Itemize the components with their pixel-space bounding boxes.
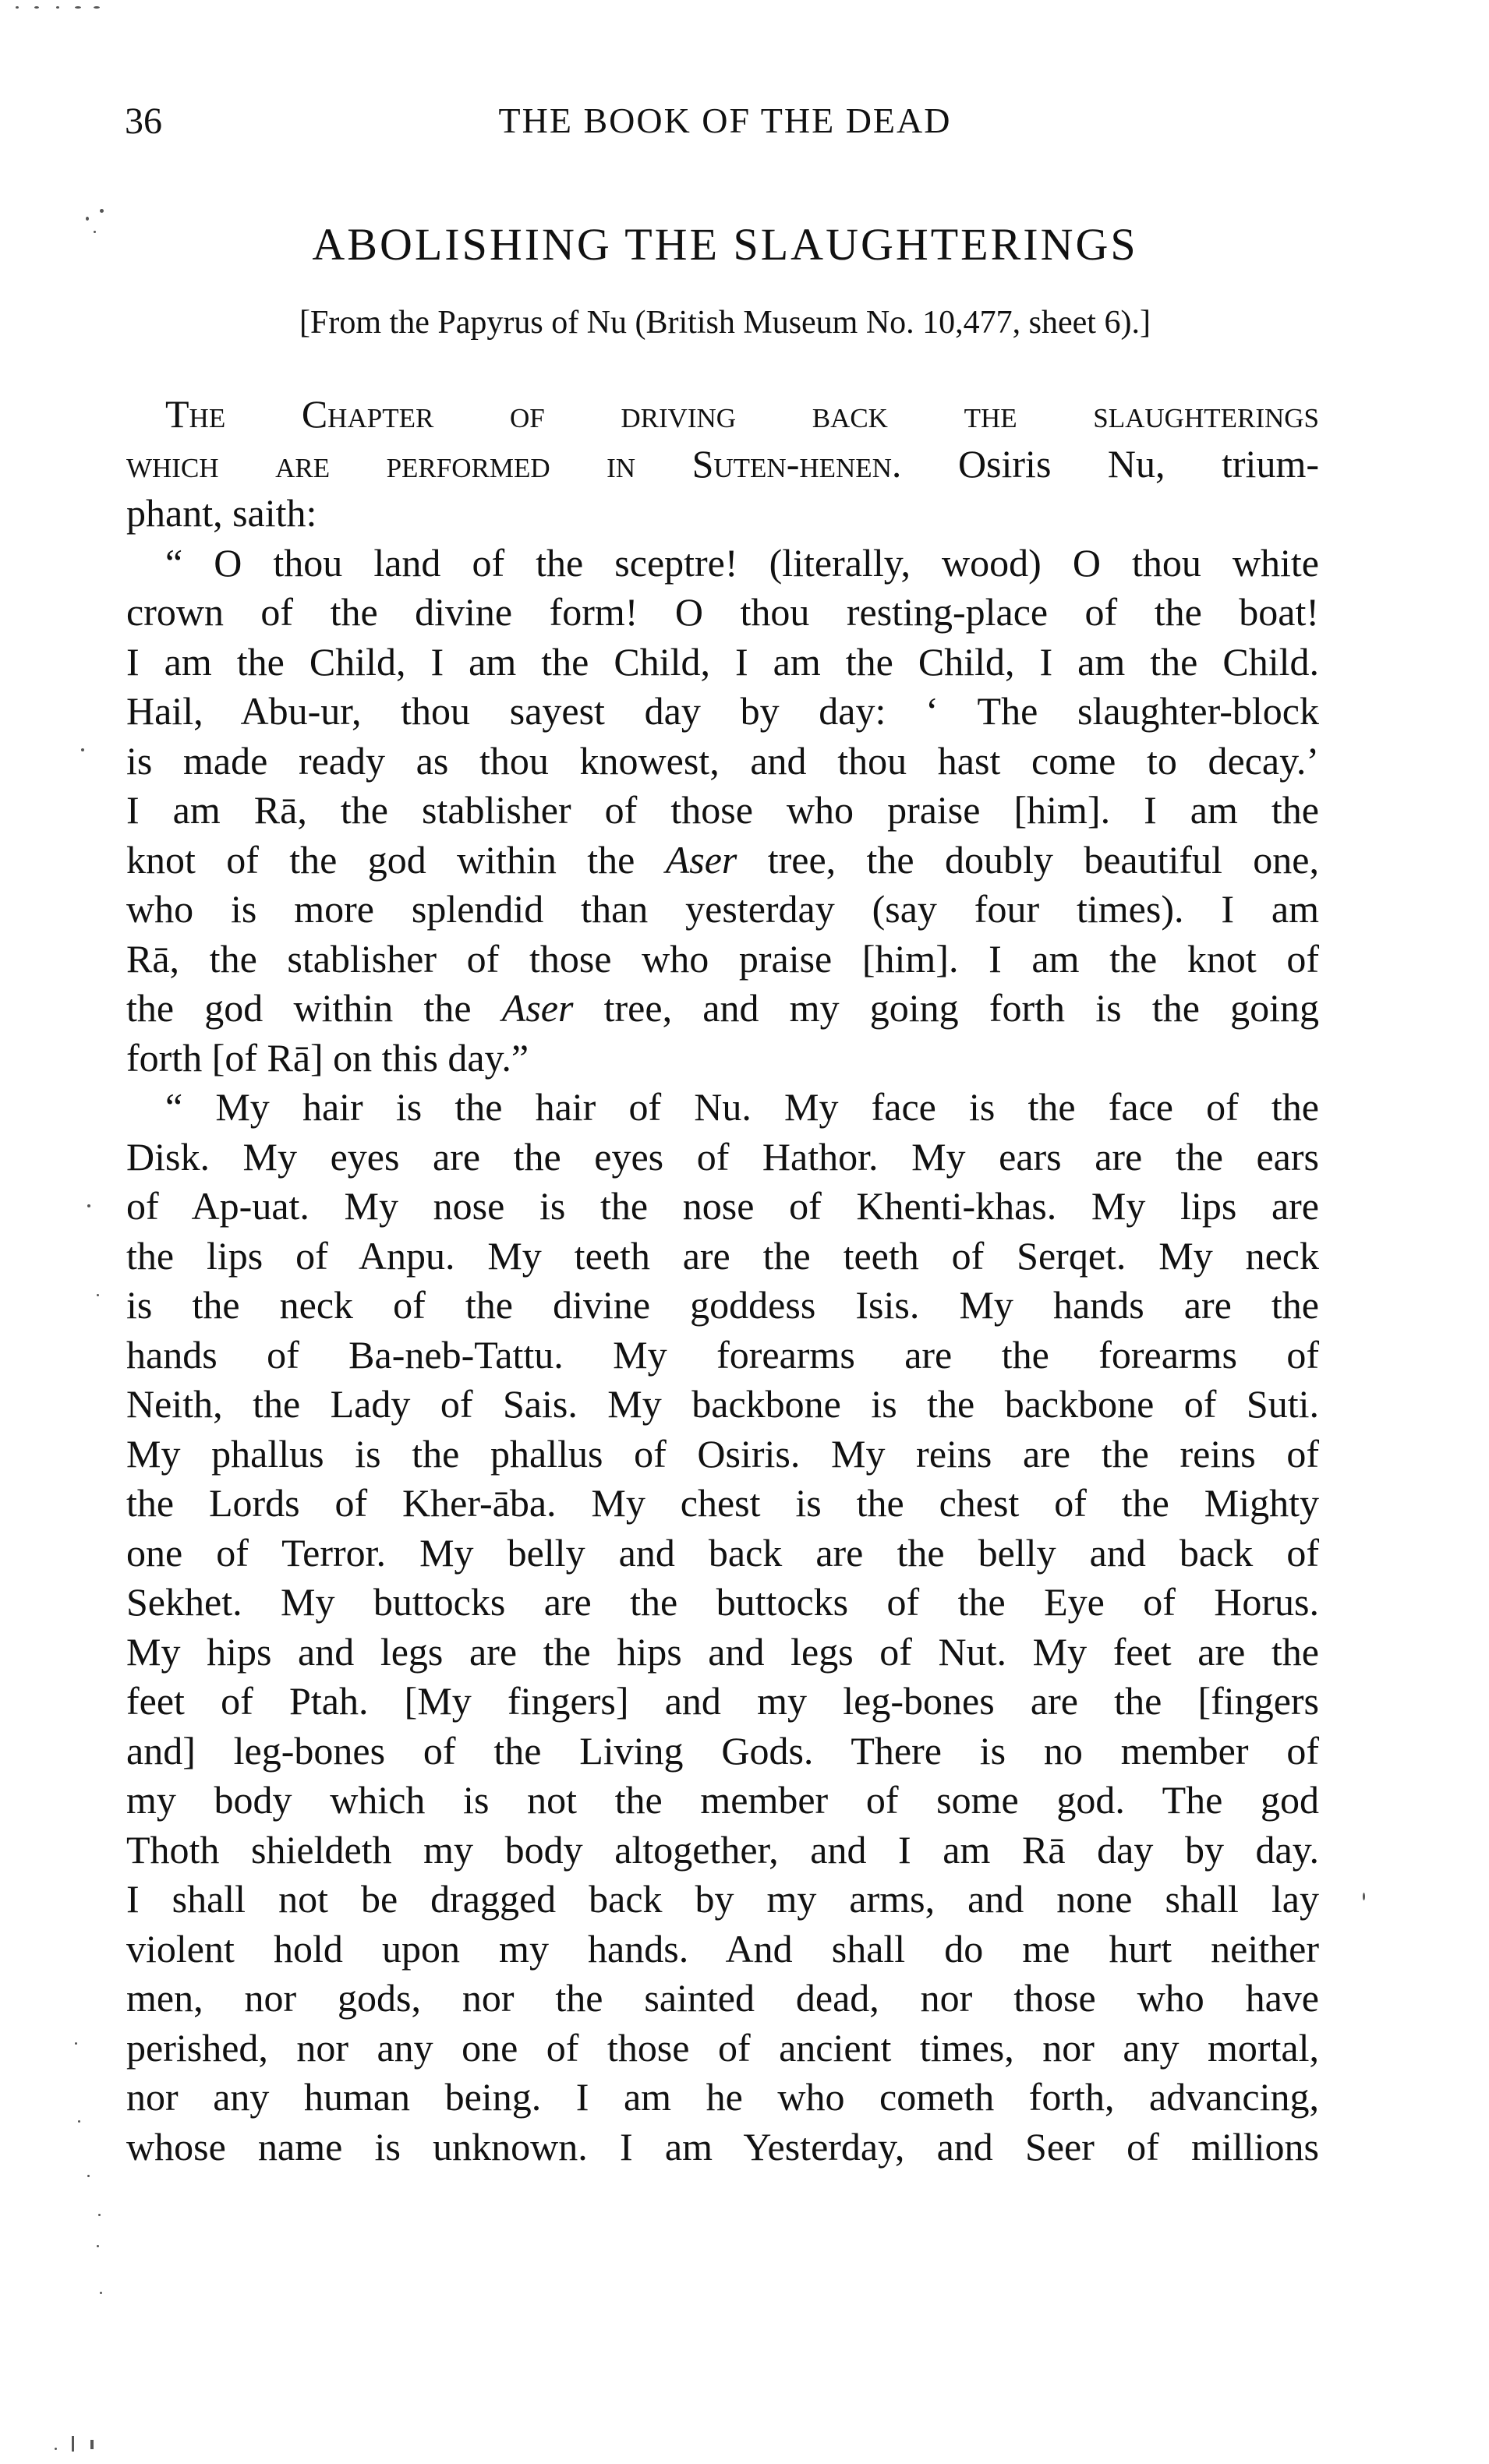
text-line: nor any human being. I am he who cometh forth, advancing, — [126, 2075, 1319, 2119]
scan-speck — [87, 2175, 90, 2177]
page-number: 36 — [125, 101, 162, 142]
scan-speck — [75, 2042, 77, 2045]
italic-term: Aser — [665, 837, 737, 882]
text-line: Thoth shieldeth my body altogether, and I am Rā day by day. — [126, 1827, 1319, 1872]
scan-speck — [100, 209, 104, 213]
text-line: I shall not be dragged back by my arms, and none shall lay — [126, 1877, 1319, 1921]
scan-speck — [94, 231, 96, 233]
scan-speck — [78, 2120, 80, 2123]
scan-speck — [81, 748, 84, 751]
text-line: My phallus is the phallus of Osiris. My reins are the reins of — [126, 1431, 1319, 1476]
text-line: feet of Ptah. [My fingers] and my leg-bones are the [fingers — [126, 1679, 1319, 1723]
text-line: of Ap-uat. My nose is the nose of Khenti-khas. My lips are — [126, 1184, 1319, 1228]
text-line: violent hold upon my hands. And shall do me hurt neither — [126, 1926, 1319, 1971]
scan-speck — [97, 1294, 99, 1296]
text-line: Disk. My eyes are the eyes of Hathor. My ears are the ears — [126, 1134, 1319, 1179]
scan-speck — [98, 2214, 101, 2216]
text-line: Neith, the Lady of Sais. My backbone is the backbone of Suti. — [126, 1382, 1319, 1426]
scan-speck — [86, 217, 89, 221]
scan-speck — [1363, 1893, 1365, 1900]
text-line: “ My hair is the hair of Nu. My face is the face of the — [165, 1085, 1319, 1129]
text-line — [126, 984, 1319, 1034]
scan-speck — [75, 6, 81, 9]
text-span: tree, the doubly beautiful one, — [737, 837, 1319, 882]
text-line: men, nor gods, nor the sainted dead, nor those who have — [126, 1976, 1319, 2020]
text-span: which are performed in Suten-henen. — [126, 441, 902, 486]
text-line: The Chapter of driving back the slaughterings — [165, 392, 1319, 436]
scan-speck — [55, 2448, 57, 2450]
text-line: forth [of Rā] on this day.” — [126, 1035, 529, 1080]
text-span: the god within the — [126, 986, 502, 1030]
text-span: knot of the god within the — [126, 837, 666, 882]
scan-speck — [90, 2440, 94, 2449]
text-line: and] leg-bones of the Living Gods. There is no member of — [126, 1728, 1319, 1773]
text-line: is made ready as thou knowest, and thou hast come to decay.’ — [126, 738, 1319, 783]
running-head — [125, 100, 1325, 154]
text-line: hands of Ba-neb-Tattu. My forearms are the forearms of — [126, 1332, 1319, 1377]
text-line: perished, nor any one of those of ancient times, nor any mortal, — [126, 2025, 1319, 2070]
scan-speck — [87, 1204, 90, 1207]
scan-speck — [72, 2436, 74, 2452]
scan-speck — [94, 6, 100, 9]
text-line: “ O thou land of the sceptre! (literally, wood) O thou white — [165, 540, 1319, 585]
text-line: I am the Child, I am the Child, I am the Child, I am the Child. — [126, 639, 1319, 684]
scan-speck — [100, 2292, 102, 2294]
text-line: my body which is not the member of some god. The god — [126, 1778, 1319, 1822]
text-line — [126, 836, 1319, 886]
scan-speck — [56, 6, 59, 9]
text-line — [126, 440, 1319, 490]
source-note: [From the Papyrus of Nu (British Museum No. 10,477, sheet 6).] — [299, 305, 1151, 341]
italic-term: Aser — [501, 986, 574, 1030]
text-line: is the neck of the divine goddess Isis. My hands are the — [126, 1283, 1319, 1327]
text-line: the lips of Anpu. My teeth are the teeth of Serqet. My neck — [126, 1233, 1319, 1278]
text-line: Rā, the stablisher of those who praise [him]. I am the knot of — [126, 936, 1319, 981]
text-line: who is more splendid than yesterday (say four times). I am — [126, 887, 1319, 931]
running-title: THE BOOK OF THE DEAD — [498, 101, 952, 140]
chapter-text — [126, 390, 1319, 2172]
text-span: Osiris Nu, trium- — [901, 441, 1319, 486]
text-line: the Lords of Kher-āba. My chest is the chest of the Mighty — [126, 1481, 1319, 1525]
text-span: tree, and my going forth is the going — [573, 986, 1320, 1030]
text-line: one of Terror. My belly and back are the belly and back of — [126, 1530, 1319, 1575]
chapter-title: ABOLISHING THE SLAUGHTERINGS — [312, 219, 1138, 270]
text-line: I am Rā, the stablisher of those who praise [him]. I am the — [126, 788, 1319, 832]
text-line: phant, saith: — [126, 491, 317, 535]
text-line: Hail, Abu-ur, thou sayest day by day: ‘ The slaughter-block — [126, 689, 1319, 733]
text-line: crown of the divine form! O thou resting-place of the boat! — [126, 590, 1319, 634]
scan-speck — [97, 2245, 99, 2247]
text-line: Sekhet. My buttocks are the buttocks of the Eye of Horus. — [126, 1580, 1319, 1624]
scan-speck — [16, 6, 19, 9]
scan-speck — [34, 6, 39, 9]
text-line: whose name is unknown. I am Yesterday, and Seer of millions — [126, 2124, 1319, 2169]
text-line: My hips and legs are the hips and legs of Nut. My feet are the — [126, 1629, 1319, 1674]
